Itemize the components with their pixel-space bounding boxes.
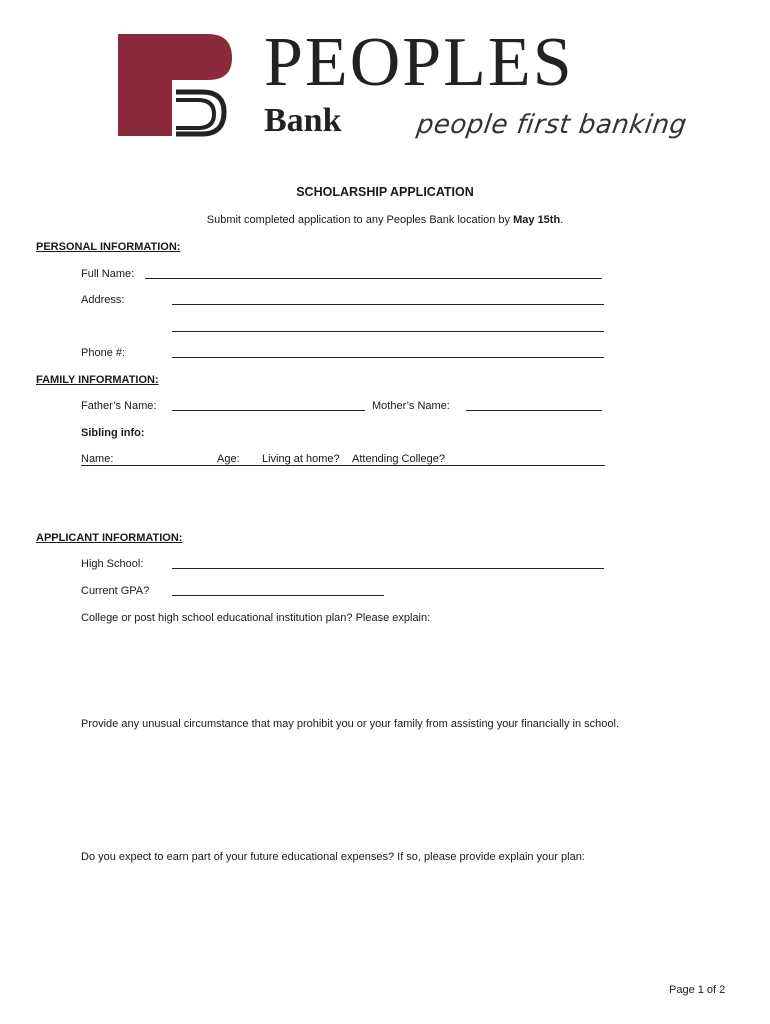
- mother-name-label: Mother’s Name:: [372, 400, 450, 412]
- deadline-date: May 15th: [513, 214, 561, 226]
- bank-subword: Bank: [264, 102, 342, 139]
- unusual-circumstance-question: Provide any unusual circumstance that may prohibit you or your family from assisting your financially in school.: [81, 718, 620, 730]
- family-info-header: FAMILY INFORMATION:: [36, 374, 159, 386]
- bank-wordmark: PEOPLES: [264, 24, 574, 101]
- full-name-field[interactable]: [145, 278, 602, 279]
- full-name-label: Full Name:: [81, 268, 135, 280]
- address-label: Address:: [81, 294, 125, 306]
- phone-label: Phone #:: [81, 347, 126, 359]
- unusual-circumstance-answer-area[interactable]: [81, 736, 641, 846]
- sibling-attending-label: Attending College?: [352, 453, 445, 465]
- page-title: SCHOLARSHIP APPLICATION: [296, 185, 474, 199]
- college-plan-question: College or post high school educational institution plan? Please explain:: [81, 612, 431, 624]
- father-name-label: Father’s Name:: [81, 400, 157, 412]
- high-school-label: High School:: [81, 558, 144, 570]
- instructions-line: [0, 214, 770, 226]
- address-field-line-2[interactable]: [172, 331, 604, 332]
- mother-name-field[interactable]: [466, 410, 602, 411]
- applicant-info-header: APPLICANT INFORMATION:: [36, 532, 183, 544]
- sibling-age-label: Age:: [217, 453, 240, 465]
- instructions-end: .: [560, 214, 564, 226]
- gpa-label: Current GPA?: [81, 585, 150, 597]
- peoples-b-monogram-icon: [118, 34, 238, 138]
- college-plan-answer-area[interactable]: [81, 630, 605, 710]
- page-number: Page 1 of 2: [669, 984, 726, 996]
- gpa-field[interactable]: [172, 595, 384, 596]
- instructions-text: Submit completed application to any Peoples Bank location by: [206, 214, 514, 226]
- sibling-name-label: Name:: [81, 453, 114, 465]
- bank-tagline: people first banking: [414, 110, 689, 140]
- personal-info-header: PERSONAL INFORMATION:: [36, 241, 181, 253]
- phone-field[interactable]: [172, 357, 604, 358]
- sibling-living-label: Living at home?: [262, 453, 340, 465]
- earn-expenses-answer-area[interactable]: [81, 870, 641, 970]
- sibling-info-field[interactable]: [81, 465, 605, 466]
- father-name-field[interactable]: [172, 410, 365, 411]
- high-school-field[interactable]: [172, 568, 604, 569]
- sibling-info-label: Sibling info:: [81, 427, 145, 439]
- address-field-line-1[interactable]: [172, 304, 604, 305]
- earn-expenses-question: Do you expect to earn part of your future educational expenses? If so, please provide explain your plan:: [81, 851, 585, 863]
